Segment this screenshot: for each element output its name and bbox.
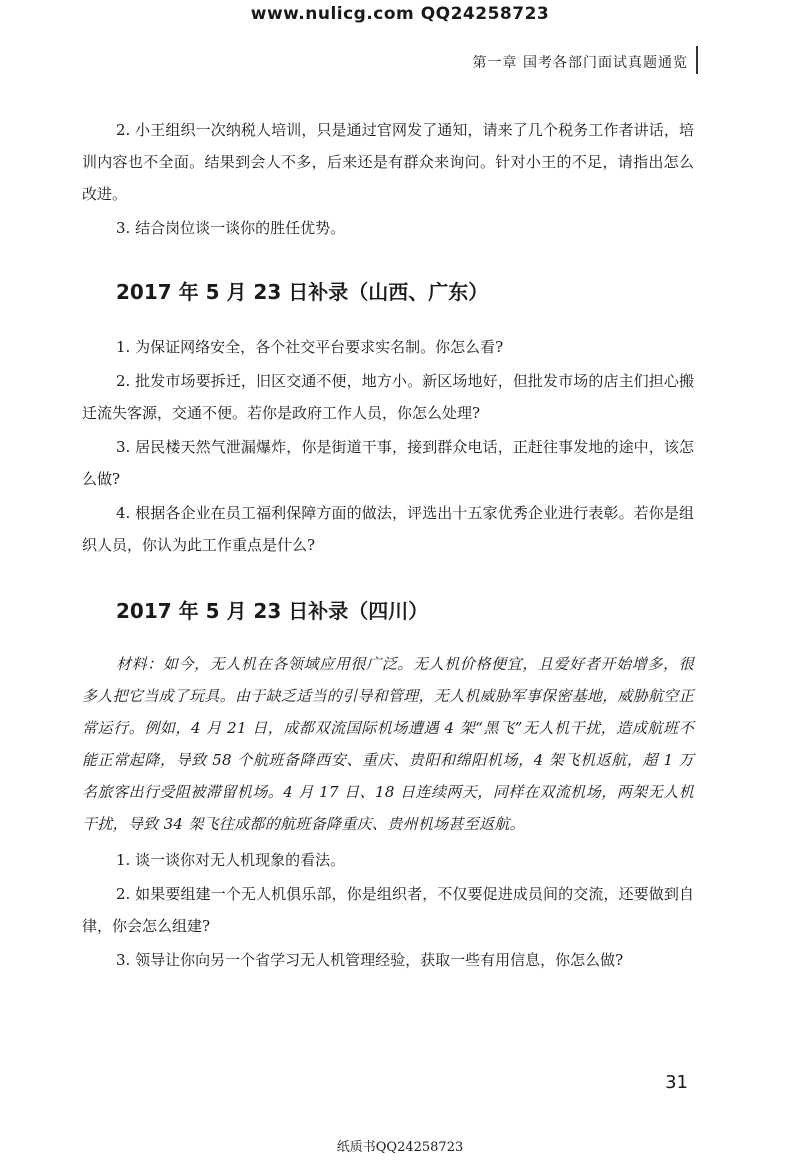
question-item: 4. 根据各企业在员工福利保障方面的做法，评选出十五家优秀企业进行表彰。若你是组织人员，你认为此工作重点是什么?	[82, 504, 694, 554]
question-item: 3. 领导让你向另一个省学习无人机管理经验，获取一些有用信息，你怎么做?	[116, 951, 624, 969]
header-divider	[696, 46, 698, 74]
question-item: 3. 结合岗位谈一谈你的胜任优势。	[116, 219, 346, 237]
question-item: 3. 居民楼天然气泄漏爆炸，你是街道干事，接到群众电话，正赶往事发地的途中，该怎么做?	[82, 438, 694, 488]
page-number: 31	[665, 1072, 688, 1093]
question-item: 2. 批发市场要拆迁，旧区交通不便，地方小。新区场地好，但批发市场的店主们担心搬迁流失客源，交通不便。若你是政府工作人员，你怎么处理?	[82, 372, 694, 422]
watermark-bottom: 纸质书QQ24258723	[336, 1140, 464, 1155]
section-title: 2017 年 5 月 23 日补录（山西、广东）	[116, 280, 489, 304]
question-item: 1. 为保证网络安全，各个社交平台要求实名制。你怎么看?	[116, 338, 504, 356]
watermark-top: www.nulicg.com QQ24258723	[250, 4, 550, 24]
question-item: 1. 谈一谈你对无人机现象的看法。	[116, 851, 346, 869]
chapter-header: 第一章 国考各部门面试真题通览	[472, 55, 688, 71]
page-content	[82, 114, 694, 976]
material-paragraph: 材料：如今，无人机在各领域应用很广泛。无人机价格便宜，且爱好者开始增多，很多人把它当成了玩具。由于缺乏适当的引导和管理，无人机威胁军事保密基地，威胁航空正常运行。例如，4 月 21 日，成都双流国际机场遭遇 4 架“黑飞”无人机干扰，造成航班不能正常起降，导致 58 个航班备降西安、重庆、贵阳和绵阳机场，4 架飞机返航，超 1 万名旅客出行受阻被滞留机场。4 月 17 日、18 日连续两天，同样在双流机场，两架无人机干扰，导致 34 架飞往成都的航班备降重庆、贵州机场甚至返航。	[82, 655, 695, 833]
question-item: 2. 如果要组建一个无人机俱乐部，你是组织者，不仅要促进成员间的交流，还要做到自律，你会怎么组建?	[82, 885, 694, 935]
section-title: 2017 年 5 月 23 日补录（四川）	[116, 599, 429, 623]
question-item: 2. 小王组织一次纳税人培训，只是通过官网发了通知，请来了几个税务工作者讲话，培训内容也不全面。结果到会人不多，后来还是有群众来询问。针对小王的不足，请指出怎么改进。	[82, 121, 694, 203]
